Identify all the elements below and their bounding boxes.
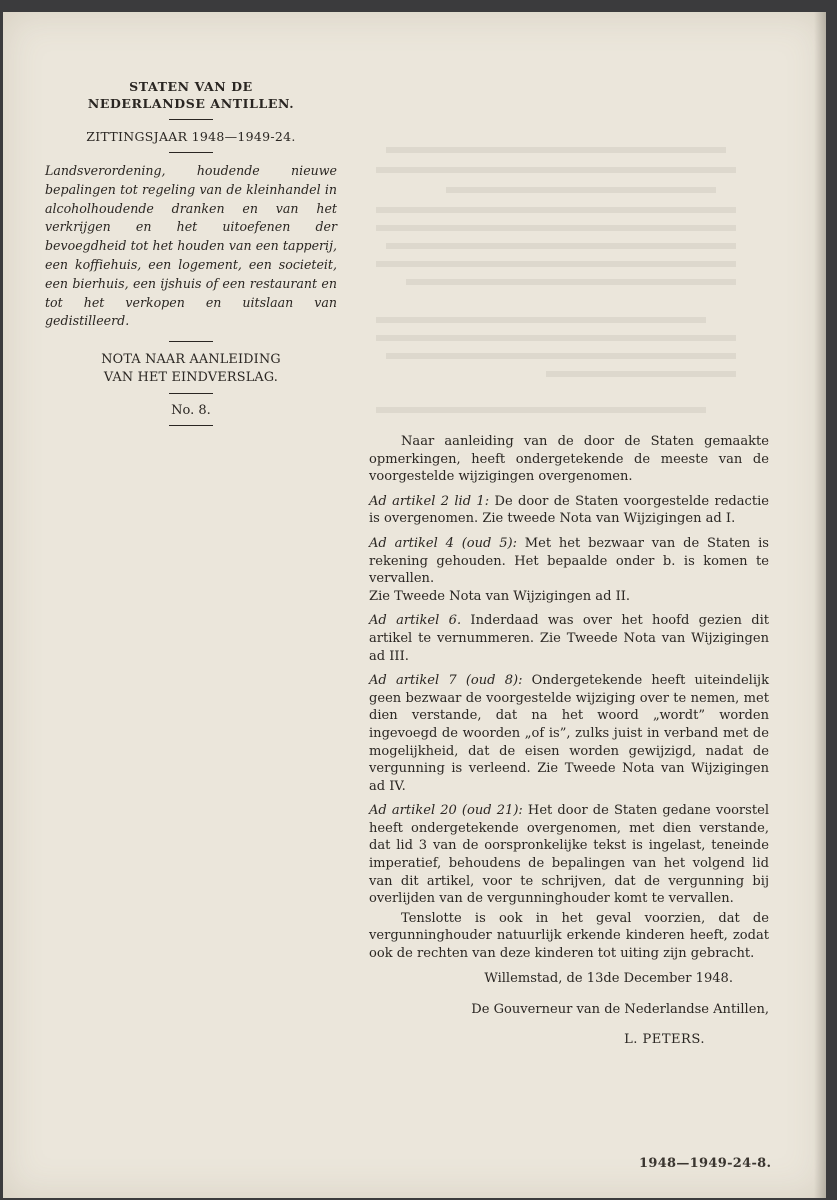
- divider-rule: [169, 393, 213, 394]
- divider-rule: [169, 152, 213, 153]
- section-paragraph: [369, 802, 769, 908]
- ordinance-title: Landsverordening, houdende nieuwe bepalingen tot regeling van de kleinhandel in alcoholhoudende dranken en van het verkrijgen en het uitoefenen der bevoegdheid tot het houden van een tapperij, een koffiehuis, een logement, een societeit, een bierhuis, een ijshuis of een restaurant en tot het verkopen en uitslaan van gedistilleerd.: [45, 163, 337, 329]
- left-column-header: [43, 78, 339, 435]
- article-label: Ad artikel 2 lid 1:: [369, 493, 490, 509]
- divider-rule: [169, 119, 213, 120]
- section-paragraph: [369, 672, 769, 795]
- article-text: Het door de Staten gedane voorstel heeft ondergetekende overgenomen, met dien verstande, dat lid 3 van de oorspronkelijke tekst is ingelast, teneinde imperatief, behoudens de bepalingen van het volgend lid van dit artikel, voor te schrijven, dat de vergunning bij overlijden van de vergunninghouder komt te vervallen.: [369, 803, 769, 907]
- section-paragraph: [369, 493, 769, 528]
- article-text: Inderdaad was over het hoofd gezien dit artikel te vernummeren. Zie Tweede Nota van Wijzigingen ad III.: [369, 613, 770, 664]
- house-name-line1: STATEN VAN DE: [129, 79, 253, 94]
- section-paragraph: [369, 535, 769, 588]
- governor-title: De Gouverneur van de Nederlandse Antillen,: [471, 1002, 769, 1018]
- article-label: Ad artikel 20 (oud 21):: [369, 803, 523, 819]
- place-date: Willemstad, de 13de December 1948.: [484, 970, 733, 986]
- article-label: Ad artikel 4 (oud 5):: [369, 535, 517, 551]
- nota-body: [369, 433, 769, 1048]
- signature-name: L. PETERS.: [624, 1031, 705, 1047]
- article-text: De door de Staten voorgestelde redactie is overgenomen. Zie tweede Nota van Wijzigingen ad I.: [369, 493, 769, 527]
- show-through-texture: [383, 92, 763, 412]
- article-label: Ad artikel 7 (oud 8):: [369, 673, 523, 689]
- nota-heading-line1: NOTA NAAR AANLEIDING: [101, 352, 281, 368]
- show-through-lines: [366, 110, 746, 430]
- closing-paragraph: Tenslotte is ook in het geval voorzien, dat de vergunninghouder natuurlijk erkende kinderen heeft, zodat ook de rechten van deze kinderen tot uiting zijn gebracht.: [369, 910, 769, 962]
- article-text: Ondergetekende heeft uiteindelijk geen bezwaar de voorgestelde wijziging over te nemen, met dien verstande, dat na het woord „wordt” worden ingevoegd de woorden „of is”, zulks juist in verband met de mogelijkheid, dat de eisen worden gewijzigd, nadat de vergunning is verleend. Zie Tweede Nota van Wijzigingen ad IV.: [369, 673, 769, 794]
- divider-rule: [169, 341, 213, 342]
- footer-document-number: 1948—1949-24-8.: [639, 1156, 772, 1171]
- session-year: ZITTINGSJAAR 1948—1949-24.: [86, 129, 296, 144]
- section-paragraph: [369, 612, 769, 665]
- intro-paragraph: Naar aanleiding van de door de Staten gemaakte opmerkingen, heeft ondergetekende de meeste van de voorgestelde wijzigingen overgenomen.: [369, 434, 769, 485]
- article-text: Zie Tweede Nota van Wijzigingen ad II.: [369, 588, 631, 604]
- section-paragraph: [369, 588, 769, 606]
- article-text: Met het bezwaar van de Staten is rekening gehouden. Het bepaalde onder b. is komen te vervallen.: [369, 535, 769, 587]
- page-edge-shadow: [814, 12, 826, 1198]
- document-page: [3, 12, 826, 1198]
- document-number-label: No. 8.: [171, 403, 211, 419]
- nota-heading-line2: VAN HET EINDVERSLAG.: [103, 369, 279, 385]
- divider-rule: [169, 425, 213, 426]
- article-label: Ad artikel 6.: [369, 613, 462, 629]
- house-name-line2: NEDERLANDSE ANTILLEN.: [87, 96, 295, 111]
